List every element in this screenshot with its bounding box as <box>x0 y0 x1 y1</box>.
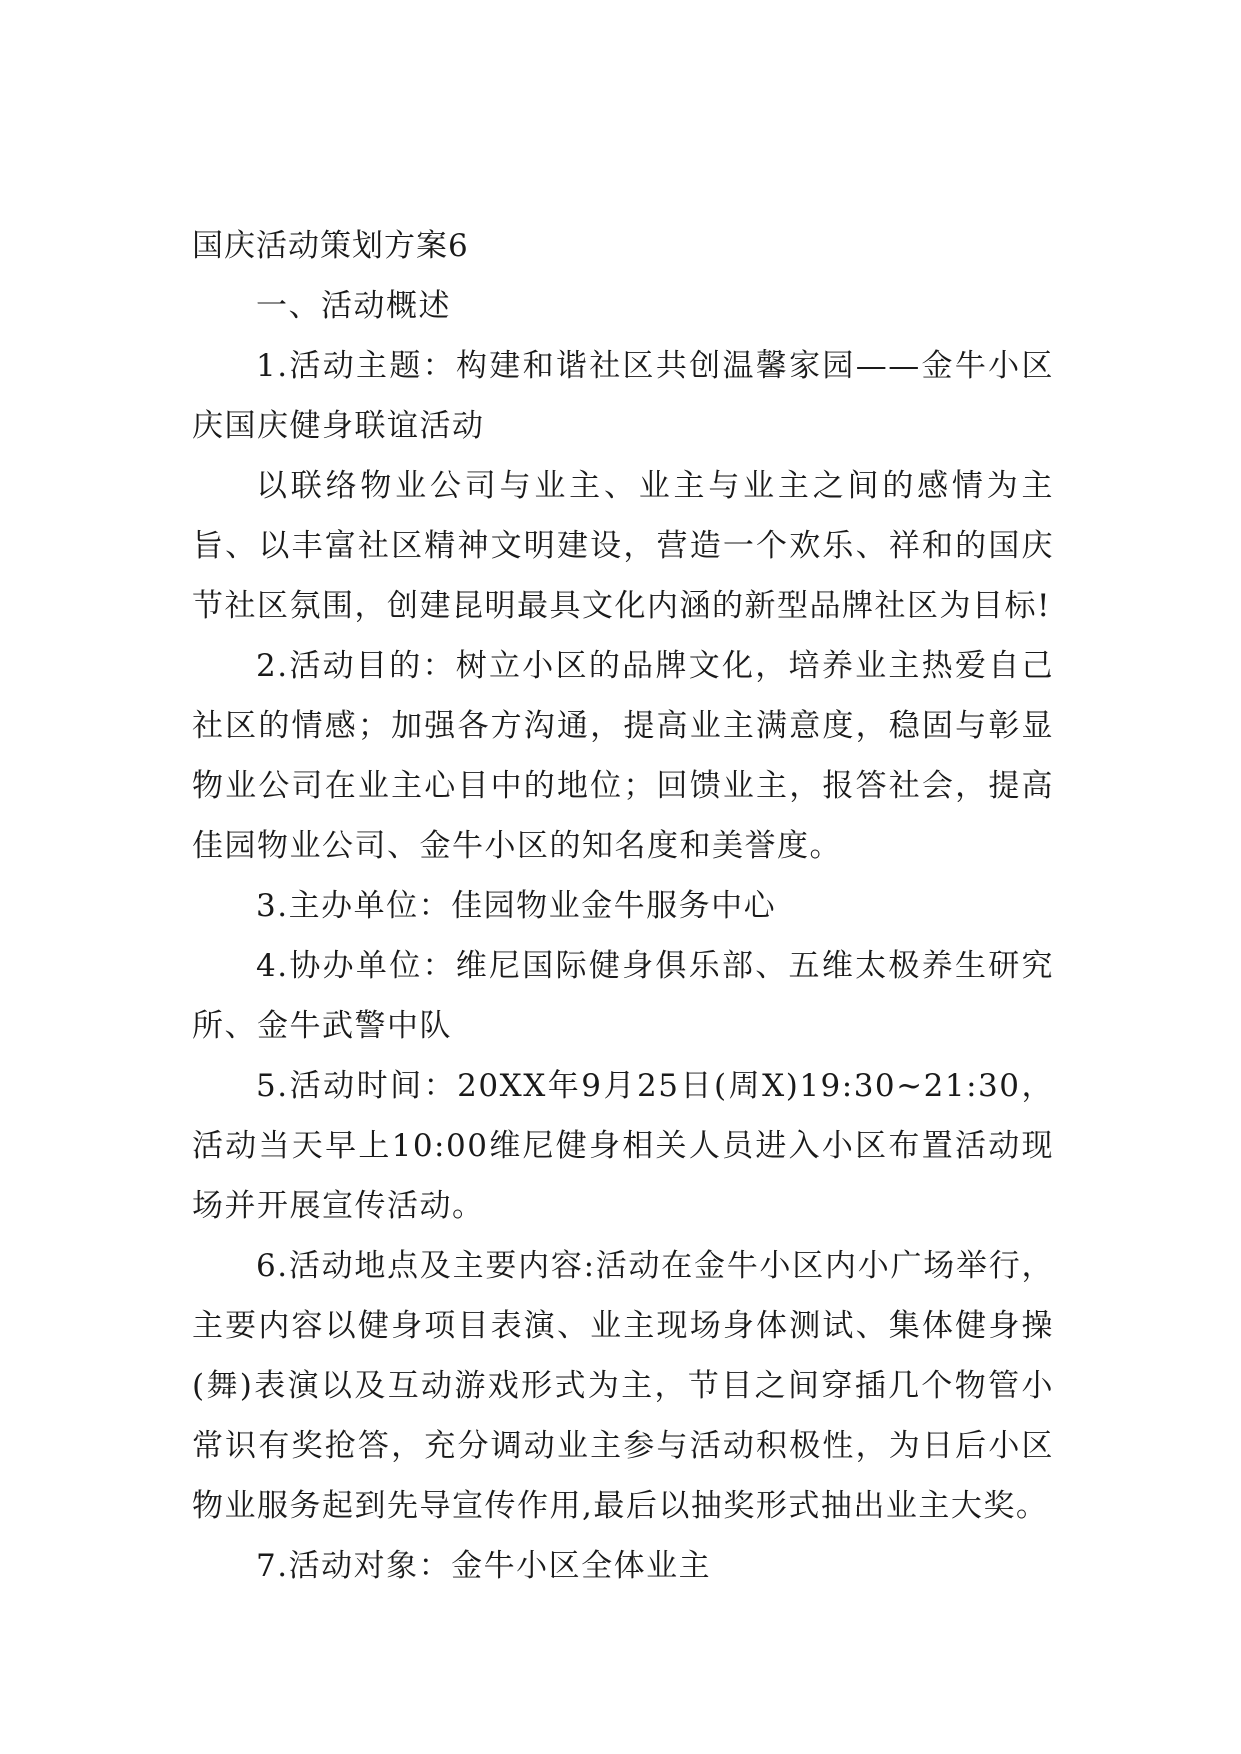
section-heading-overview: 一、活动概述 <box>256 288 451 324</box>
document-page <box>192 216 1054 1596</box>
paragraph-objectives: 2.活动目的：树立小区的品牌文化，培养业主热爱自己社区的情感；加强各方沟通，提高业主满意度，稳固与彰显物业公司在业主心目中的地位；回馈业主，报答社会，提高佳园物业公司、金牛小区的知名度和美誉度。 <box>192 648 1054 864</box>
paragraph-location-content: 6.活动地点及主要内容:活动在金牛小区内小广场举行，主要内容以健身项目表演、业主现场身体测试、集体健身操(舞)表演以及互动游戏形式为主，节目之间穿插几个物管小常识有奖抢答，充分调动业主参与活动积极性，为日后小区物业服务起到先导宣传作用,最后以抽奖形式抽出业主大奖。 <box>192 1248 1054 1524</box>
document-title: 国庆活动策划方案6 <box>192 228 469 264</box>
paragraph-theme: 1.活动主题：构建和谐社区共创温馨家园——金牛小区庆国庆健身联谊活动 <box>192 348 1054 444</box>
paragraph-audience: 7.活动对象：金牛小区全体业主 <box>256 1548 712 1584</box>
paragraph-time: 5.活动时间：20XX年9月25日(周X)19:30~21:30，活动当天早上10:00维尼健身相关人员进入小区布置活动现场并开展宣传活动。 <box>192 1068 1054 1224</box>
paragraph-organizer: 3.主办单位：佳园物业金牛服务中心 <box>256 888 777 924</box>
paragraph-co-organizer: 4.协办单位：维尼国际健身俱乐部、五维太极养生研究所、金牛武警中队 <box>192 948 1054 1044</box>
paragraph-purpose-statement: 以联络物业公司与业主、业主与业主之间的感情为主旨、以丰富社区精神文明建设，营造一个欢乐、祥和的国庆节社区氛围，创建昆明最具文化内涵的新型品牌社区为目标! <box>192 468 1054 624</box>
